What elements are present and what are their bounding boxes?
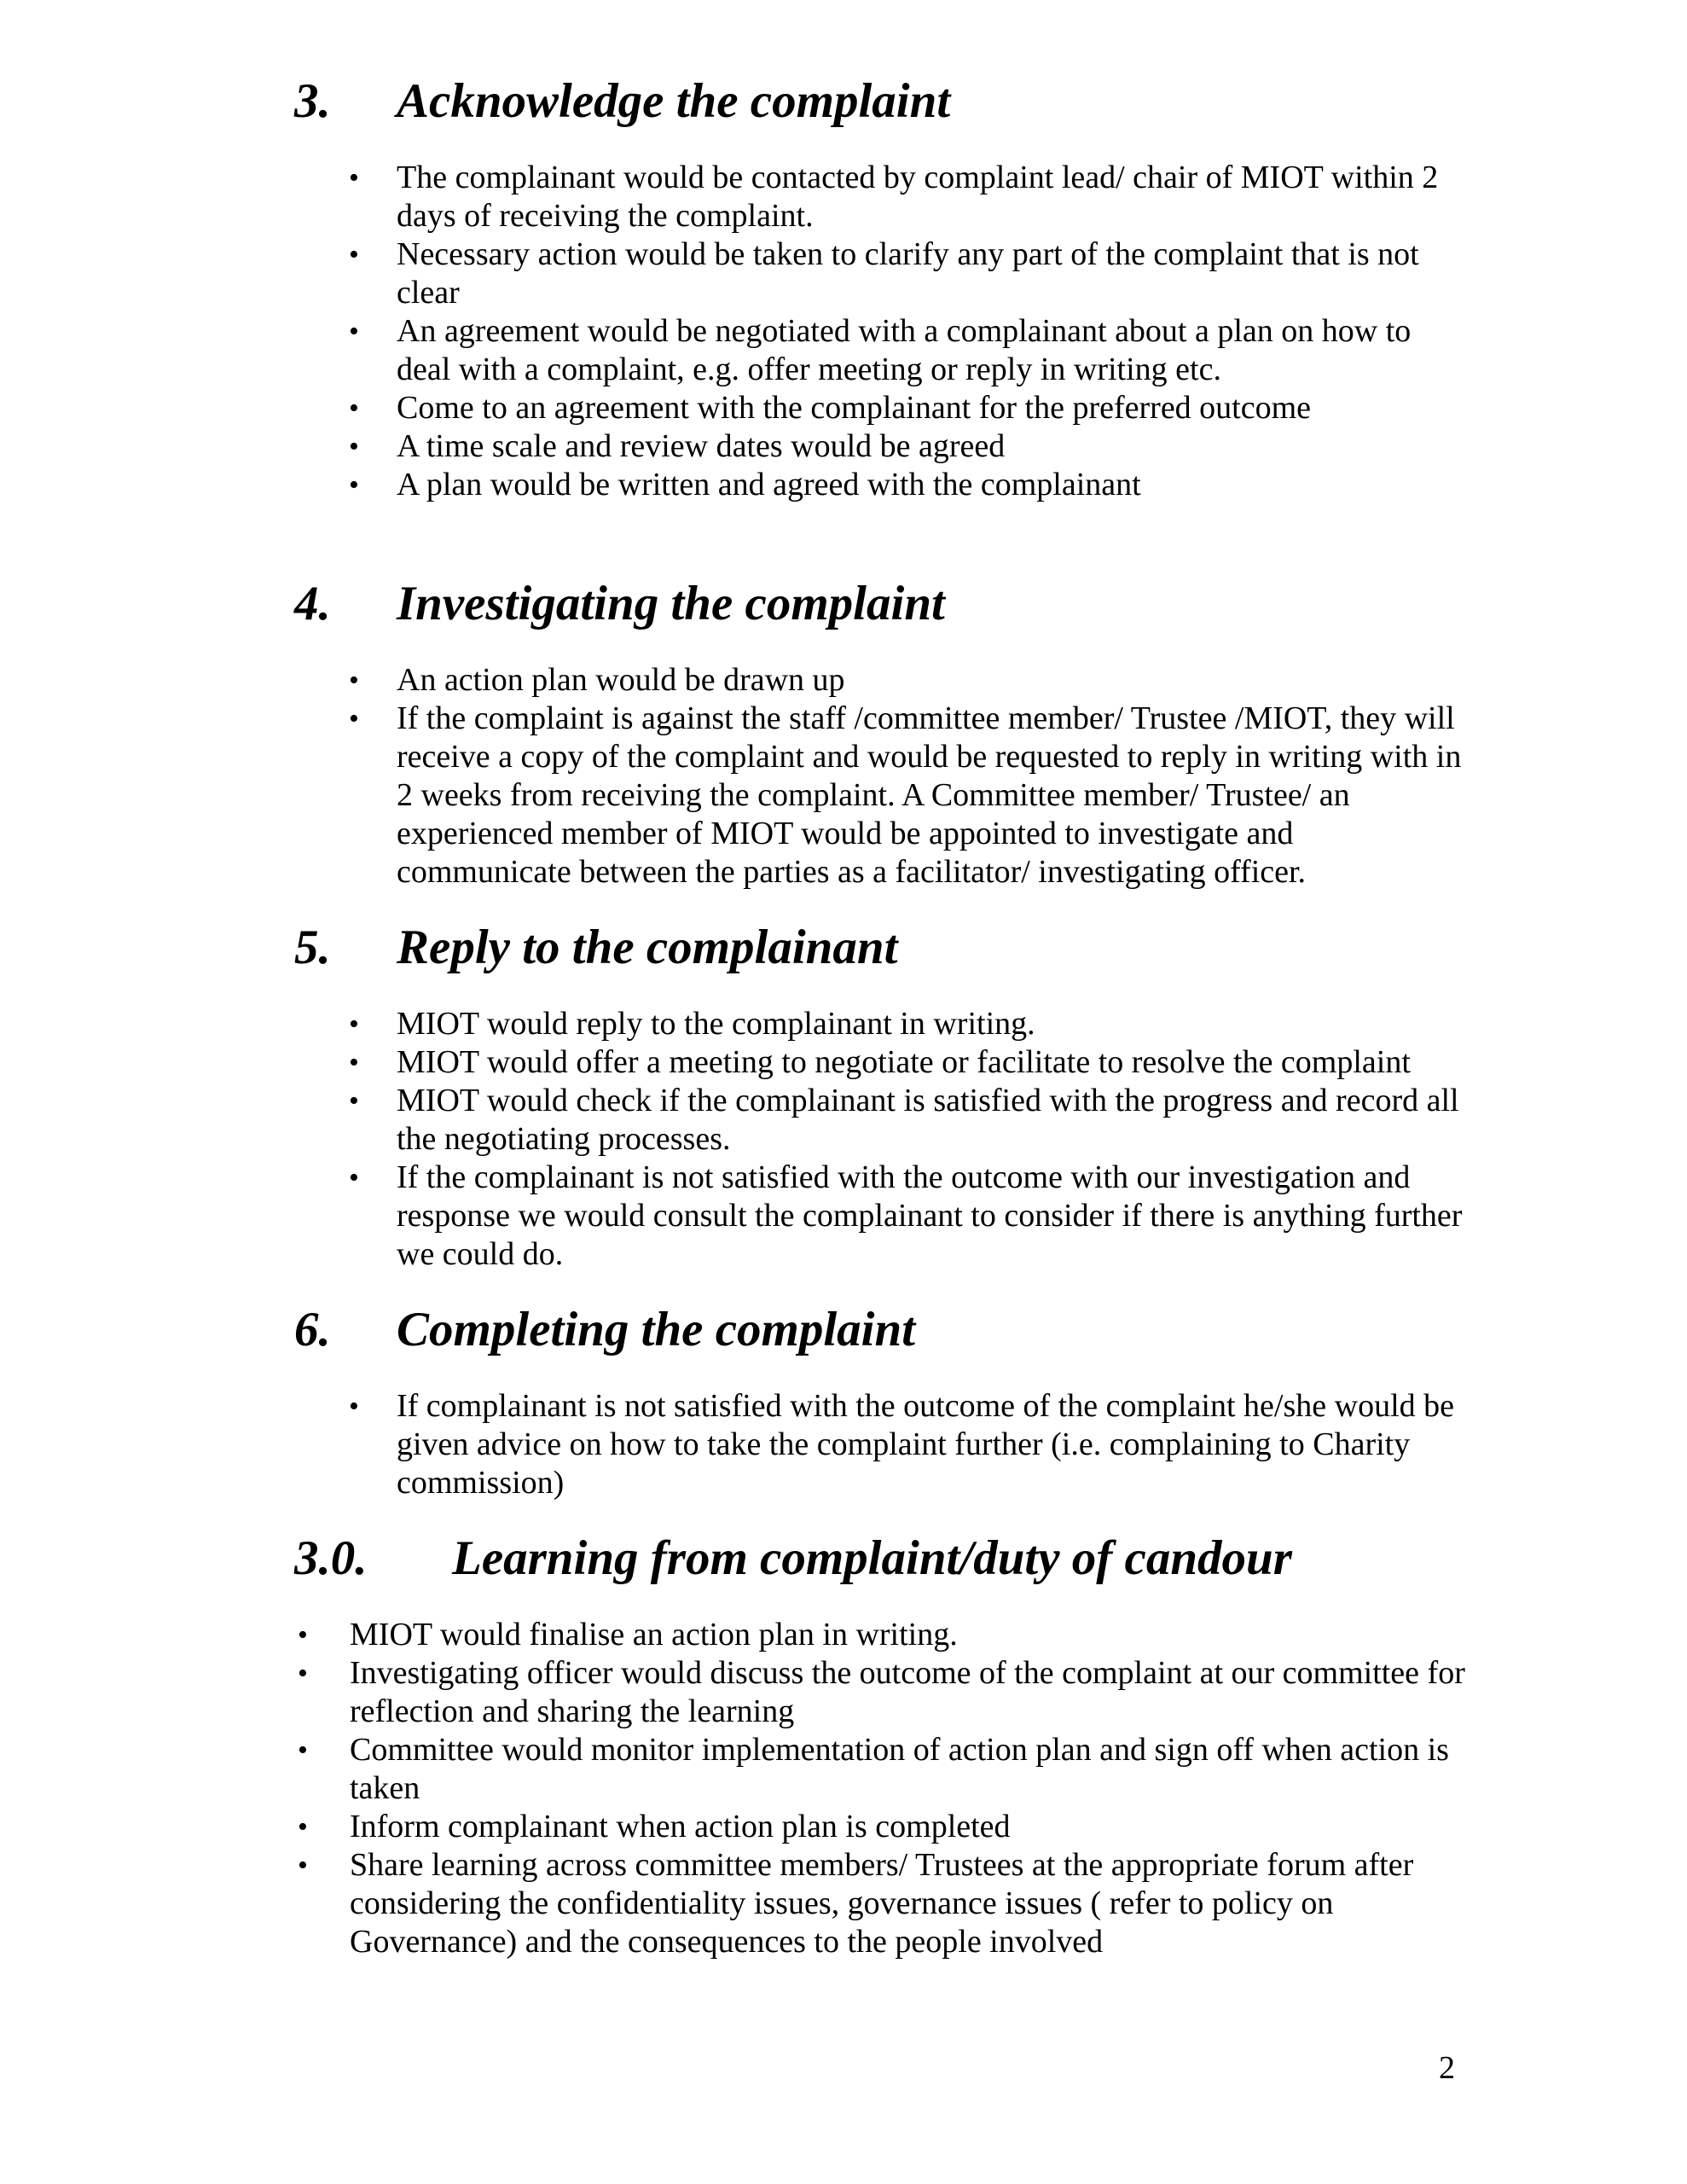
list-item <box>294 1616 1467 1654</box>
list-item-text: MIOT would check if the complainant is satisfied with the progress and record all the negotiating processes. <box>397 1083 1459 1157</box>
bullet-list <box>294 1387 1467 1502</box>
list-item <box>294 1005 1467 1043</box>
list-item-text: Committee would monitor implementation of action plan and sign off when action is taken <box>350 1732 1449 1806</box>
list-item-text: An action plan would be drawn up <box>397 662 845 698</box>
list-item <box>294 159 1467 235</box>
section-reply-to-complainant <box>294 921 1467 1274</box>
list-item-text: If the complainant is not satisfied with the outcome with our investigation and response we would consult the complainant to consider if there is anything further we could do. <box>397 1159 1463 1272</box>
list-item <box>294 1654 1467 1731</box>
list-item-text: The complainant would be contacted by complaint lead/ chair of MIOT within 2 days of receiving the complaint. <box>397 160 1439 234</box>
list-item-text: If the complaint is against the staff /committee member/ Trustee /MIOT, they will receive a copy of the complaint and would be requested to reply in writing with in 2 weeks from receiving the complaint. A Committee member/ Trustee/ an experienced member of MIOT would be appointed to investigate and communicate between the parties as a facilitator/ investigating officer. <box>397 700 1462 890</box>
section-title: Acknowledge the complaint <box>397 74 951 128</box>
section-completing-complaint <box>294 1303 1467 1502</box>
section-title: Learning from complaint/duty of candour <box>452 1531 1292 1585</box>
section-number: 3. <box>294 74 331 128</box>
list-item-text: Come to an agreement with the complainant for the preferred outcome <box>397 390 1312 426</box>
section-heading <box>294 577 1467 630</box>
list-item <box>294 1387 1467 1502</box>
list-item-text: Investigating officer would discuss the outcome of the complaint at our committee for reflection and sharing the learning <box>350 1655 1465 1729</box>
list-item <box>294 700 1467 892</box>
section-acknowledge-complaint <box>294 74 1467 504</box>
section-heading <box>294 1303 1467 1356</box>
list-item <box>294 1808 1467 1846</box>
section-number: 6. <box>294 1303 331 1356</box>
list-item <box>294 661 1467 700</box>
bullet-list <box>294 159 1467 504</box>
list-item-text: MIOT would finalise an action plan in writing. <box>350 1617 958 1653</box>
list-item <box>294 466 1467 504</box>
section-heading <box>294 1531 1467 1585</box>
section-learning-from-complaint <box>294 1531 1467 1961</box>
list-item <box>294 1043 1467 1082</box>
list-item <box>294 312 1467 389</box>
list-item <box>294 1846 1467 1961</box>
section-number: 4. <box>294 577 331 630</box>
section-heading <box>294 921 1467 974</box>
list-item <box>294 1731 1467 1808</box>
section-number: 5. <box>294 921 331 974</box>
list-item <box>294 389 1467 427</box>
section-title: Completing the complaint <box>397 1303 916 1356</box>
section-title: Investigating the complaint <box>397 577 945 630</box>
section-heading <box>294 74 1467 128</box>
list-item-text: MIOT would offer a meeting to negotiate or facilitate to resolve the complaint <box>397 1044 1411 1080</box>
list-item-text: MIOT would reply to the complainant in writing. <box>397 1006 1035 1042</box>
bullet-list <box>294 1616 1467 1961</box>
section-title: Reply to the complainant <box>397 921 898 974</box>
page-number: 2 <box>1439 2050 1455 2086</box>
list-item-text: An agreement would be negotiated with a complainant about a plan on how to deal with a complaint, e.g. offer meeting or reply in writing etc. <box>397 313 1412 387</box>
list-item <box>294 1082 1467 1159</box>
list-item <box>294 1159 1467 1274</box>
list-item <box>294 235 1467 312</box>
section-number: 3.0. <box>294 1531 368 1585</box>
section-investigating-complaint <box>294 577 1467 892</box>
list-item-text: A time scale and review dates would be agreed <box>397 428 1006 464</box>
list-item-text: Inform complainant when action plan is completed <box>350 1809 1011 1844</box>
list-item-text: Necessary action would be taken to clarify any part of the complaint that is not clear <box>397 236 1419 311</box>
list-item-text: A plan would be written and agreed with the complainant <box>397 467 1141 502</box>
bullet-list <box>294 661 1467 892</box>
list-item-text: If complainant is not satisfied with the outcome of the complaint he/she would be given advice on how to take the complaint further (i.e. complaining to Charity commission) <box>397 1388 1454 1501</box>
list-item-text: Share learning across committee members/ Trustees at the appropriate forum after considering the confidentiality issues, governance issues ( refer to policy on Governance) and the consequences to the people involved <box>350 1847 1414 1960</box>
bullet-list <box>294 1005 1467 1274</box>
list-item <box>294 427 1467 466</box>
